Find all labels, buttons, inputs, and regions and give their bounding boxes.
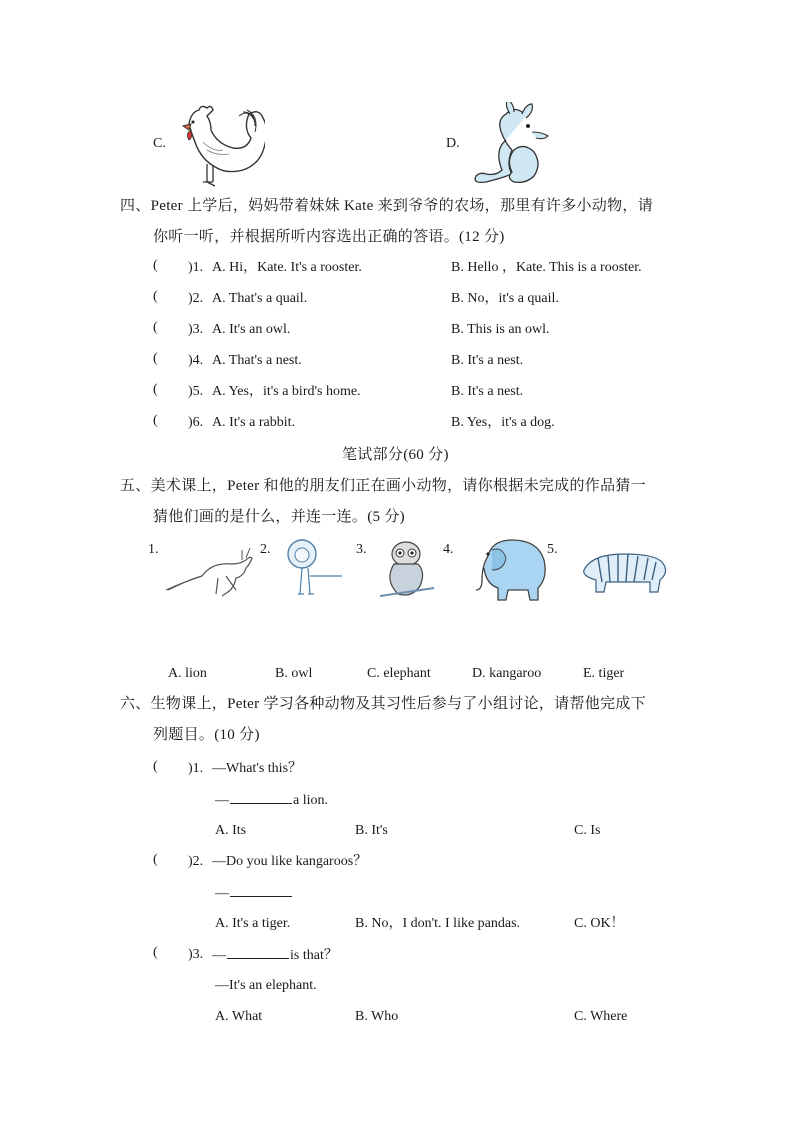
picture-label-2: 2.: [260, 542, 271, 557]
question-number: )1.: [188, 761, 204, 776]
option-b: B. This is an owl.: [451, 322, 550, 337]
q3-answer: —It's an elephant.: [215, 978, 317, 993]
lion-drawing-picture: [284, 536, 346, 600]
question-number: )4.: [188, 353, 204, 368]
section5-heading-line1: 五、美术课上，Peter 和他的朋友们正在画小动物，请你根据未完成的作品猜一: [120, 478, 646, 494]
q2-answer-line: [215, 883, 293, 904]
section4-heading-line2: 你听一听，并根据所听内容选出正确的答语。(12 分): [153, 229, 505, 245]
section5-heading-line2: 猜他们画的是什么，并连一连。(5 分): [153, 509, 405, 525]
answer-paren[interactable]: (: [153, 382, 158, 397]
question-suffix: is that？: [290, 948, 338, 963]
match-option-b: B. owl: [275, 666, 313, 681]
option-a: A. That's a nest.: [212, 353, 302, 368]
q3-option-c: C. Where: [574, 1009, 628, 1024]
picture-label-5: 5.: [547, 542, 558, 557]
picture-label-1: 1.: [148, 542, 159, 557]
match-option-e: E. tiger: [583, 666, 625, 681]
option-b: B. No，it's a quail.: [451, 291, 559, 306]
option-b: B. It's a nest.: [451, 384, 524, 399]
match-option-c: C. elephant: [367, 666, 431, 681]
q3-option-a: A. What: [215, 1009, 263, 1024]
option-b: B. It's a nest.: [451, 353, 524, 368]
question-number: )3.: [188, 947, 204, 962]
answer-paren[interactable]: (: [153, 759, 158, 774]
dash: —: [215, 793, 229, 808]
question-number: )6.: [188, 415, 204, 430]
dash: —: [212, 948, 226, 963]
question-number: )1.: [188, 260, 204, 275]
kangaroo-cartoon-picture: [470, 102, 556, 188]
answer-paren[interactable]: (: [153, 258, 158, 273]
option-d-label: D.: [446, 136, 460, 151]
option-b: B. Yes，it's a dog.: [451, 415, 555, 430]
answer-paren[interactable]: (: [153, 413, 158, 428]
q2-question: —Do you like kangaroos？: [212, 854, 368, 869]
q1-option-b: B. It's: [355, 823, 388, 838]
answer-suffix: a lion.: [293, 793, 328, 808]
answer-paren[interactable]: (: [153, 320, 158, 335]
dash: —: [215, 886, 229, 901]
question-number: )2.: [188, 854, 204, 869]
match-option-d: D. kangaroo: [472, 666, 542, 681]
section4-heading-line1: 四、Peter 上学后，妈妈带着妹妹 Kate 来到爷爷的农场，那里有许多小动物，请: [120, 198, 653, 214]
owl-drawing-picture: [378, 538, 436, 600]
q3-option-b: B. Who: [355, 1009, 399, 1024]
written-part-title: 笔试部分(60 分): [342, 447, 449, 463]
rooster-picture: [177, 102, 265, 190]
fill-blank[interactable]: [230, 790, 292, 804]
fill-blank[interactable]: [227, 945, 289, 959]
option-a: A. Yes，it's a bird's home.: [212, 384, 361, 399]
option-a: A. It's an owl.: [212, 322, 291, 337]
q1-answer-line: [215, 790, 328, 811]
fill-blank[interactable]: [230, 883, 292, 897]
question-number: )2.: [188, 291, 204, 306]
section6-heading-line2: 列题目。(10 分): [153, 727, 260, 743]
question-number: )5.: [188, 384, 204, 399]
q1-question: —What's this？: [212, 761, 303, 776]
answer-paren[interactable]: (: [153, 351, 158, 366]
q3-question-line: [212, 945, 338, 966]
answer-paren[interactable]: (: [153, 289, 158, 304]
match-option-a: A. lion: [168, 666, 207, 681]
answer-paren[interactable]: (: [153, 852, 158, 867]
option-a: A. That's a quail.: [212, 291, 308, 306]
section6-heading-line1: 六、生物课上，Peter 学习各种动物及其习性后参与了小组讨论，请帮他完成下: [120, 696, 646, 712]
picture-label-3: 3.: [356, 542, 367, 557]
kangaroo-drawing-picture: [160, 538, 254, 600]
q1-option-c: C. Is: [574, 823, 601, 838]
q1-option-a: A. Its: [215, 823, 247, 838]
question-number: )3.: [188, 322, 204, 337]
option-c-label: C.: [153, 136, 166, 151]
answer-paren[interactable]: (: [153, 945, 158, 960]
q2-option-c: C. OK！: [574, 916, 625, 931]
q2-option-a: A. It's a tiger.: [215, 916, 291, 931]
elephant-drawing-picture: [470, 536, 554, 606]
picture-label-4: 4.: [443, 542, 454, 557]
option-a: A. It's a rabbit.: [212, 415, 296, 430]
option-a: A. Hi，Kate. It's a rooster.: [212, 260, 362, 275]
option-b: B. Hello ，Kate. This is a rooster.: [451, 260, 642, 275]
tiger-drawing-picture: [578, 548, 672, 596]
q2-option-b: B. No，I don't. I like pandas.: [355, 916, 521, 931]
